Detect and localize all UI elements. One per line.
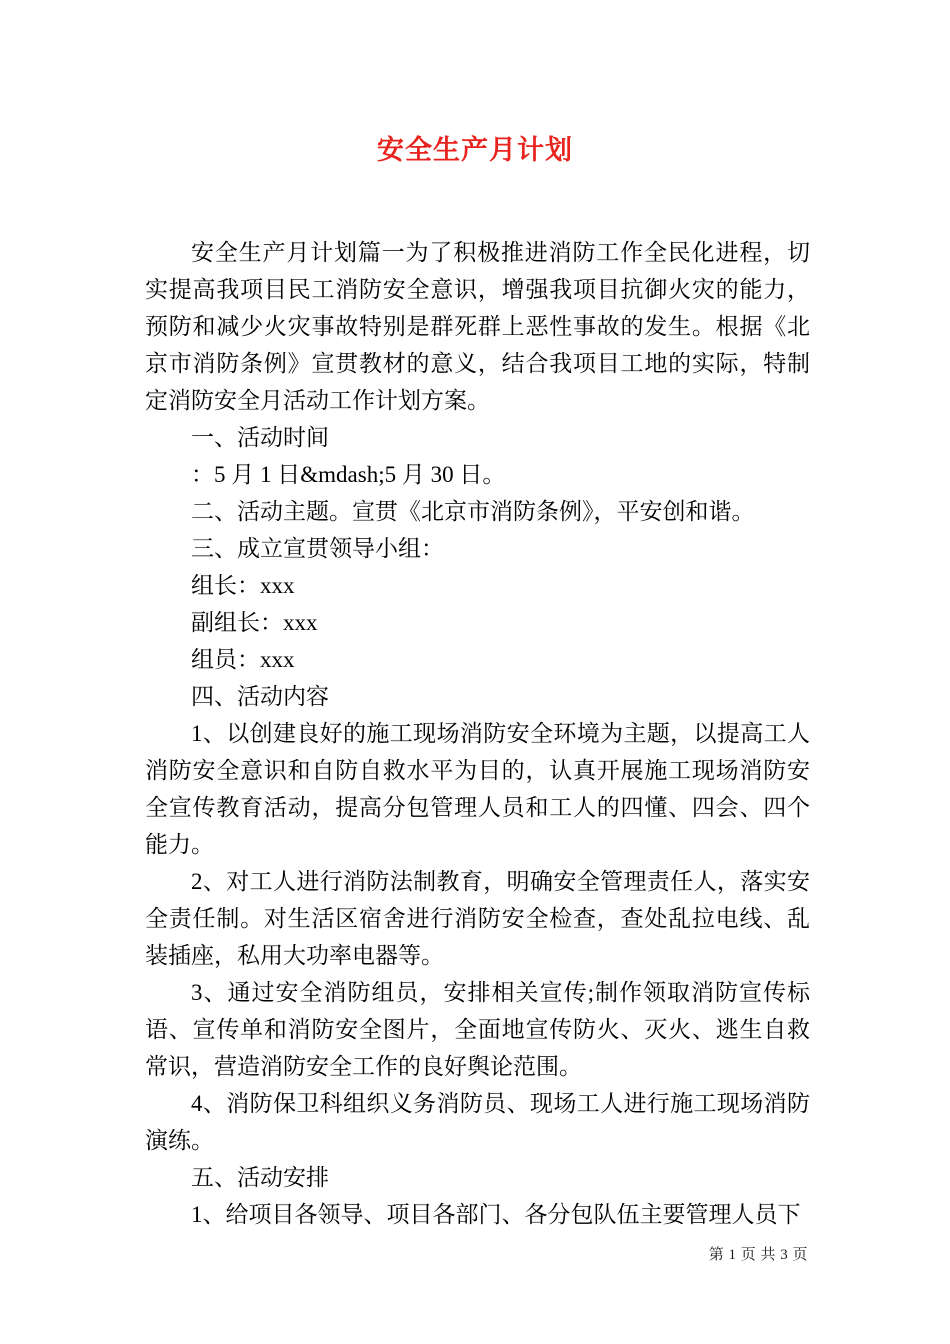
paragraph: ：5 月 1 日&mdash;5 月 30 日。	[191, 462, 506, 487]
paragraph: 组长：xxx	[191, 573, 295, 598]
paragraph: 二、活动主题。宣贯《北京市消防条例》，平安创和谐。	[191, 499, 755, 524]
paragraph: 五、活动安排	[191, 1165, 329, 1190]
paragraph: 4、消防保卫科组织义务消防员、现场工人进行施工现场消防演练。	[145, 1091, 810, 1153]
paragraph: 1、以创建良好的施工现场消防安全环境为主题，以提高工人消防安全意识和自防自救水平为目的，认真开展施工现场消防安全宣传教育活动，提高分包管理人员和工人的四懂、四会、四个能力。	[145, 721, 810, 857]
paragraph: 2、对工人进行消防法制教育，明确安全管理责任人，落实安全责任制。对生活区宿舍进行消防安全检查，查处乱拉电线、乱装插座，私用大功率电器等。	[145, 869, 810, 968]
paragraph: 安全生产月计划篇一为了积极推进消防工作全民化进程，切实提高我项目民工消防安全意识，增强我项目抗御火灾的能力，预防和减少火灾事故特别是群死群上恶性事故的发生。根据《北京市消防条例》宣贯教材的意义，结合我项目工地的实际，特制定消防安全月活动工作计划方案。	[145, 240, 810, 413]
page-number-label: 第 1 页 共 3 页	[708, 1247, 808, 1263]
paragraph: 3、通过安全消防组员，安排相关宣传;制作领取消防宣传标语、宣传单和消防安全图片，全面地宣传防火、灭火、逃生自救常识，营造消防安全工作的良好舆论范围。	[145, 980, 810, 1079]
document-title: 安全生产月计划	[377, 135, 573, 165]
paragraph: 三、成立宣贯领导小组：	[191, 536, 444, 561]
paragraph: 四、活动内容	[191, 684, 329, 709]
paragraph: 一、活动时间	[191, 425, 329, 450]
document-body	[145, 234, 810, 1233]
paragraph: 副组长：xxx	[191, 610, 318, 635]
paragraph: 组员：xxx	[191, 647, 295, 672]
paragraph: 1、给项目各领导、项目各部门、各分包队伍主要管理人员下	[191, 1202, 801, 1227]
